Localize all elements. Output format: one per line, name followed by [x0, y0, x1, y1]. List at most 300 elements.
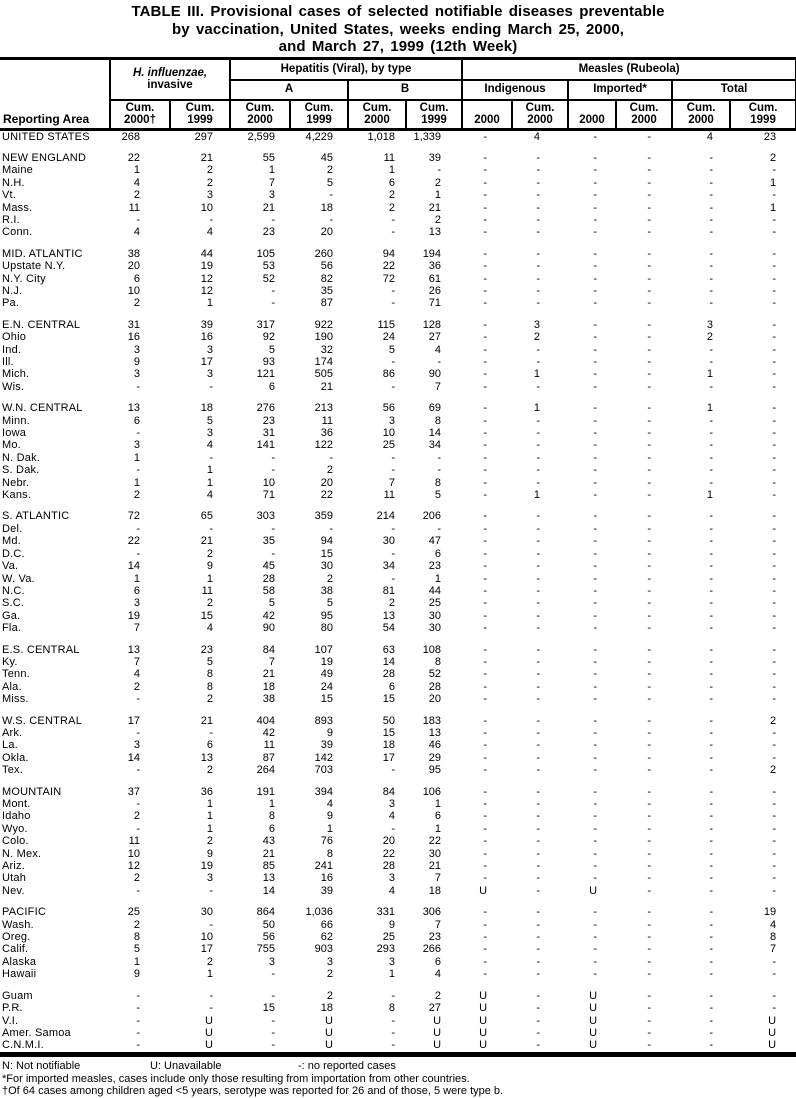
table-row — [0, 344, 796, 356]
cell-value: - — [647, 151, 652, 164]
cell-value: 10 — [200, 201, 213, 214]
cell-value: 4 — [133, 668, 140, 681]
cell-value: - — [483, 643, 488, 656]
cell-reporting-area: V.I. — [2, 1014, 19, 1027]
cell-value: - — [647, 368, 652, 381]
cell-value: 16 — [127, 331, 140, 344]
cell-value: - — [772, 380, 777, 393]
cell-reporting-area: PACIFIC — [2, 906, 46, 919]
cell-value: U — [589, 1026, 598, 1039]
cell-value: 3 — [206, 343, 213, 356]
cell-value: - — [483, 535, 488, 548]
cell-reporting-area: UNITED STATES — [2, 130, 90, 143]
cell-value: 37 — [127, 785, 140, 798]
cell-value: - — [709, 918, 714, 931]
cell-value: 1 — [326, 822, 333, 835]
cell-value: - — [536, 272, 541, 285]
cell-value: - — [709, 343, 714, 356]
cell-value: - — [483, 739, 488, 752]
cell-value: - — [391, 1026, 395, 1039]
cell-value: 1,018 — [367, 130, 395, 143]
cell-value: 31 — [127, 318, 140, 331]
cell-value: 2 — [133, 297, 140, 310]
cell-value: - — [136, 1002, 140, 1015]
cell-value: 23 — [262, 226, 275, 239]
column-subgroup-imported: Imported* — [568, 80, 672, 100]
cell-value: 87 — [262, 751, 275, 764]
table-row — [0, 956, 796, 968]
cell-value: 3 — [206, 872, 213, 885]
cell-value: - — [709, 943, 714, 956]
cell-value: - — [536, 510, 541, 523]
cell-value: 90 — [262, 622, 275, 635]
cell-value: - — [391, 356, 395, 368]
cell-reporting-area: NEW ENGLAND — [2, 151, 87, 164]
cell-value: - — [483, 810, 488, 823]
cell-value: U — [325, 1026, 333, 1039]
cell-value: - — [709, 201, 714, 214]
table-row — [0, 523, 796, 535]
column-header-imported-cum-2000: Cum. 2000 — [616, 100, 672, 130]
cell-value: - — [483, 714, 488, 727]
cell-value: - — [593, 872, 598, 885]
cell-value: - — [593, 693, 598, 706]
cell-value: 7 — [268, 655, 275, 668]
cell-value: - — [772, 402, 777, 415]
table-row — [0, 823, 796, 835]
cell-value: - — [593, 331, 598, 344]
cell-value: - — [536, 343, 541, 356]
cell-value: - — [209, 522, 213, 535]
table-row — [0, 931, 796, 943]
cell-value: - — [329, 451, 333, 464]
cell-value: 2 — [133, 872, 140, 885]
cell-value: - — [772, 560, 777, 573]
cell-value: 8 — [206, 680, 213, 693]
cell-value: - — [709, 609, 714, 622]
cell-value: - — [536, 764, 541, 777]
table-row — [0, 573, 796, 585]
cell-value: - — [136, 464, 140, 477]
cell-value: 1 — [206, 968, 213, 981]
cell-value: 183 — [422, 714, 442, 727]
cell-value: - — [483, 860, 488, 873]
cell-value: - — [772, 584, 777, 597]
cell-value: 23 — [428, 931, 442, 944]
cell-value: 23 — [763, 130, 777, 143]
cell-value: 276 — [256, 402, 275, 415]
cell-value: 93 — [262, 356, 275, 368]
cell-value: - — [772, 693, 777, 706]
cell-value: - — [647, 798, 652, 810]
cell-value: - — [647, 955, 652, 968]
table-row — [0, 129, 796, 143]
cell-value: - — [136, 884, 140, 897]
cell-value: 11 — [128, 201, 140, 214]
cell-value: - — [772, 655, 777, 668]
cell-value: - — [709, 284, 714, 297]
cell-value: - — [647, 680, 652, 693]
table-row — [0, 943, 796, 955]
cell-value: 20 — [320, 226, 333, 239]
cell-value: 2 — [769, 714, 777, 727]
cell-value: - — [647, 260, 652, 273]
cell-value: - — [536, 535, 541, 548]
group-spacer — [0, 897, 796, 906]
cell-value: - — [536, 847, 541, 860]
cell-value: - — [772, 297, 777, 310]
cell-value: 28 — [382, 860, 395, 873]
cell-value: 14 — [428, 427, 442, 440]
cell-value: - — [536, 751, 541, 764]
table-row — [0, 177, 796, 189]
cell-value: 331 — [376, 906, 395, 919]
cell-value: - — [647, 414, 652, 427]
cell-value: 703 — [314, 764, 333, 777]
cell-reporting-area: W. Va. — [2, 572, 35, 585]
cell-value: - — [483, 693, 488, 706]
cell-value: 4,229 — [305, 130, 333, 143]
cell-value: 3 — [133, 368, 140, 381]
cell-value: - — [647, 693, 652, 706]
cell-reporting-area: S. ATLANTIC — [2, 510, 70, 523]
cell-value: - — [593, 368, 598, 381]
cell-value: - — [136, 522, 140, 535]
cell-value: - — [593, 356, 598, 368]
cell-value: 2 — [769, 151, 777, 164]
cell-value: 2 — [206, 597, 213, 610]
cell-value: 30 — [200, 906, 213, 919]
cell-value: - — [483, 356, 488, 368]
cell-value: 35 — [320, 284, 333, 297]
cell-value: 3 — [388, 414, 395, 427]
cell-value: - — [709, 297, 714, 310]
cell-reporting-area: Wis. — [2, 380, 25, 393]
cell-value: - — [483, 918, 488, 931]
cell-value: - — [709, 810, 714, 823]
cell-value: 1 — [206, 822, 213, 835]
cell-value: 1 — [706, 489, 714, 502]
cell-value: 12 — [127, 860, 140, 873]
cell-reporting-area: Ark. — [2, 726, 23, 739]
cell-value: - — [437, 164, 442, 177]
cell-value: - — [647, 356, 652, 368]
cell-value: - — [647, 402, 652, 415]
cell-value: 18 — [262, 680, 275, 693]
cell-value: 317 — [256, 318, 275, 331]
cell-value: - — [536, 1014, 541, 1027]
cell-value: - — [593, 439, 598, 452]
cell-value: - — [536, 1026, 541, 1039]
table-row — [0, 464, 796, 476]
cell-value: - — [483, 318, 488, 331]
cell-value: - — [271, 451, 275, 464]
cell-value: 47 — [428, 535, 442, 548]
column-subgroup-hepatitis-b: B — [348, 80, 462, 100]
cell-value: 28 — [428, 680, 442, 693]
cell-value: - — [536, 380, 541, 393]
cell-value: - — [772, 822, 777, 835]
cell-value: - — [593, 931, 598, 944]
cell-value: - — [391, 764, 395, 777]
cell-value: 7 — [434, 380, 442, 393]
cell-value: 122 — [314, 439, 333, 452]
cell-value: 6 — [268, 822, 275, 835]
cell-value: - — [647, 622, 652, 635]
cell-value: - — [593, 643, 598, 656]
table-row — [0, 1039, 796, 1054]
table-row — [0, 560, 796, 572]
table-row — [0, 739, 796, 751]
cell-value: - — [536, 668, 541, 681]
cell-value: - — [709, 751, 714, 764]
cell-value: - — [483, 201, 488, 214]
cell-value: - — [536, 547, 541, 560]
cell-value: - — [709, 547, 714, 560]
column-subgroup-indigenous: Indigenous — [462, 80, 568, 100]
cell-value: - — [709, 535, 714, 548]
cell-value: - — [483, 272, 488, 285]
cell-value: - — [209, 989, 213, 1002]
cell-value: 19 — [200, 860, 213, 873]
cell-value: - — [391, 226, 395, 239]
cell-value: - — [709, 884, 714, 897]
cell-value: - — [536, 739, 541, 752]
group-spacer — [0, 310, 796, 319]
cell-value: - — [209, 213, 213, 226]
cell-value: 49 — [320, 668, 333, 681]
cell-value: - — [593, 955, 598, 968]
cell-value: - — [536, 931, 541, 944]
cell-value: 2 — [434, 176, 442, 189]
cell-value: - — [647, 439, 652, 452]
cell-value: - — [772, 247, 777, 260]
cell-reporting-area: Hawaii — [2, 968, 37, 981]
cell-value: 1 — [206, 297, 213, 310]
table-body — [0, 129, 796, 1054]
cell-reporting-area: Mo. — [2, 439, 21, 452]
cell-reporting-area: N.C. — [2, 584, 25, 597]
cell-value: - — [593, 798, 598, 810]
cell-value: 4 — [206, 489, 213, 502]
cell-value: 8 — [434, 414, 442, 427]
cell-value: - — [136, 1039, 140, 1052]
cell-value: 95 — [428, 764, 442, 777]
cell-value: - — [709, 847, 714, 860]
cell-value: 13 — [382, 609, 395, 622]
cell-reporting-area: Tenn. — [2, 668, 30, 681]
cell-value: 20 — [320, 476, 333, 489]
cell-value: - — [647, 872, 652, 885]
cell-value: - — [593, 847, 598, 860]
cell-value: - — [647, 284, 652, 297]
cell-value: 4 — [206, 226, 213, 239]
column-header-indigenous-2000: 2000 — [462, 100, 512, 130]
cell-value: 22 — [382, 847, 395, 860]
table-row — [0, 622, 796, 634]
cell-value: 11 — [383, 489, 395, 502]
cell-value: - — [772, 884, 777, 897]
cell-value: 922 — [314, 318, 333, 331]
cell-value: 3 — [268, 189, 275, 202]
column-header-indigenous-cum-2000: Cum. 2000 — [512, 100, 568, 130]
cell-value: 1 — [133, 476, 140, 489]
cell-value: - — [536, 439, 541, 452]
cell-value: - — [647, 247, 652, 260]
cell-value: 28 — [382, 668, 395, 681]
cell-value: - — [647, 739, 652, 752]
cell-value: 8 — [206, 668, 213, 681]
cell-value: - — [709, 272, 714, 285]
cell-value: 14 — [262, 884, 275, 897]
cell-value: - — [536, 726, 541, 739]
cell-value: 2 — [434, 989, 442, 1002]
cell-value: - — [483, 822, 488, 835]
cell-value: - — [271, 522, 275, 535]
column-header-reporting-area: Reporting Area — [0, 59, 110, 130]
cell-value: 1 — [206, 464, 213, 477]
cell-value: - — [772, 189, 777, 202]
cell-value: 95 — [320, 609, 333, 622]
cell-reporting-area: Va. — [2, 560, 19, 573]
cell-value: - — [647, 822, 652, 835]
column-group-measles: Measles (Rubeola) — [462, 59, 796, 80]
cell-value: - — [709, 989, 714, 1002]
cell-value: - — [593, 547, 598, 560]
cell-value: - — [647, 489, 652, 502]
cell-value: 9 — [388, 918, 395, 931]
cell-value: - — [709, 739, 714, 752]
cell-value: - — [647, 510, 652, 523]
cell-value: 1 — [133, 572, 140, 585]
cell-value: - — [536, 989, 541, 1002]
cell-value: - — [709, 785, 714, 798]
cell-value: - — [593, 918, 598, 931]
cell-value: 4 — [533, 130, 541, 143]
cell-value: - — [647, 884, 652, 897]
cell-value: - — [536, 693, 541, 706]
cell-value: 21 — [428, 201, 442, 214]
cell-value: - — [593, 764, 598, 777]
cell-value: 22 — [428, 835, 442, 848]
cell-value: 4 — [206, 439, 213, 452]
cell-value: - — [483, 151, 488, 164]
cell-value: 39 — [320, 739, 333, 752]
cell-value: - — [647, 584, 652, 597]
footnote-hflu-serotype: †Of 64 cases among children aged <5 years, serotype was reported for 26 and of those, 5 were type b. — [2, 1085, 504, 1098]
cell-value: 6 — [133, 584, 140, 597]
cell-value: - — [271, 284, 275, 297]
cell-value: 1 — [268, 164, 275, 177]
cell-value: U — [479, 1002, 488, 1015]
cell-value: - — [483, 609, 488, 622]
cell-value: - — [136, 798, 140, 810]
cell-reporting-area: Mont. — [2, 798, 31, 810]
cell-reporting-area: Miss. — [2, 693, 29, 706]
table-header — [0, 59, 796, 130]
cell-value: 11 — [383, 151, 395, 164]
cell-value: - — [593, 213, 598, 226]
cell-value: 18 — [320, 201, 333, 214]
cell-value: - — [709, 510, 714, 523]
cell-value: - — [483, 798, 488, 810]
cell-value: 13 — [127, 402, 140, 415]
cell-value: - — [536, 164, 541, 177]
cell-value: - — [772, 318, 777, 331]
cell-value: - — [483, 402, 488, 415]
cell-value: U — [205, 1026, 213, 1039]
cell-value: - — [647, 547, 652, 560]
cell-value: 13 — [428, 226, 442, 239]
cell-value: - — [647, 726, 652, 739]
cell-value: - — [483, 560, 488, 573]
cell-value: 1 — [206, 810, 213, 823]
cell-value: - — [772, 343, 777, 356]
cell-value: 52 — [428, 668, 442, 681]
cell-value: 2 — [326, 968, 333, 981]
cell-value: - — [536, 260, 541, 273]
cell-value: 2 — [533, 331, 541, 344]
cell-value: 87 — [320, 297, 333, 310]
table-row — [0, 368, 796, 380]
cell-value: 5 — [326, 597, 333, 610]
table-row — [0, 715, 796, 727]
cell-value: - — [391, 522, 395, 535]
cell-value: - — [536, 451, 541, 464]
cell-value: 5 — [326, 176, 333, 189]
cell-value: - — [647, 1002, 652, 1015]
cell-value: - — [593, 560, 598, 573]
group-spacer — [0, 393, 796, 402]
cell-value: - — [647, 643, 652, 656]
column-header-hepb-cum-2000: Cum. 2000 — [348, 100, 406, 130]
cell-value: 21 — [262, 847, 275, 860]
cell-value: 81 — [382, 584, 395, 597]
cell-value: - — [391, 213, 395, 226]
cell-value: 2 — [706, 331, 714, 344]
cell-value: 241 — [314, 860, 333, 873]
cell-value: - — [136, 1014, 140, 1027]
cell-value: - — [709, 680, 714, 693]
cell-value: - — [437, 451, 442, 464]
cell-value: 268 — [121, 130, 140, 143]
cell-value: - — [391, 1014, 395, 1027]
cell-value: - — [593, 272, 598, 285]
cell-value: 14 — [382, 655, 395, 668]
table-row — [0, 415, 796, 427]
cell-reporting-area: Wash. — [2, 918, 34, 931]
cell-value: - — [772, 622, 777, 635]
cell-value: - — [593, 297, 598, 310]
cell-value: 36 — [320, 427, 333, 440]
cell-value: - — [136, 380, 140, 393]
cell-value: 22 — [382, 260, 395, 273]
cell-value: 8 — [268, 810, 275, 823]
cell-value: - — [709, 427, 714, 440]
cell-value: 190 — [314, 331, 333, 344]
cell-value: - — [772, 847, 777, 860]
cell-value: 44 — [428, 584, 442, 597]
cell-value: 2 — [206, 176, 213, 189]
cell-value: 11 — [201, 584, 213, 597]
table-title-line2: by vaccination, United States, weeks ending March 25, 2000, — [171, 20, 625, 38]
cell-value: 3 — [268, 955, 275, 968]
cell-value: - — [647, 1039, 652, 1052]
cell-value: - — [647, 272, 652, 285]
cell-value: - — [391, 989, 395, 1002]
cell-value: 61 — [428, 272, 442, 285]
cell-value: - — [593, 189, 598, 202]
